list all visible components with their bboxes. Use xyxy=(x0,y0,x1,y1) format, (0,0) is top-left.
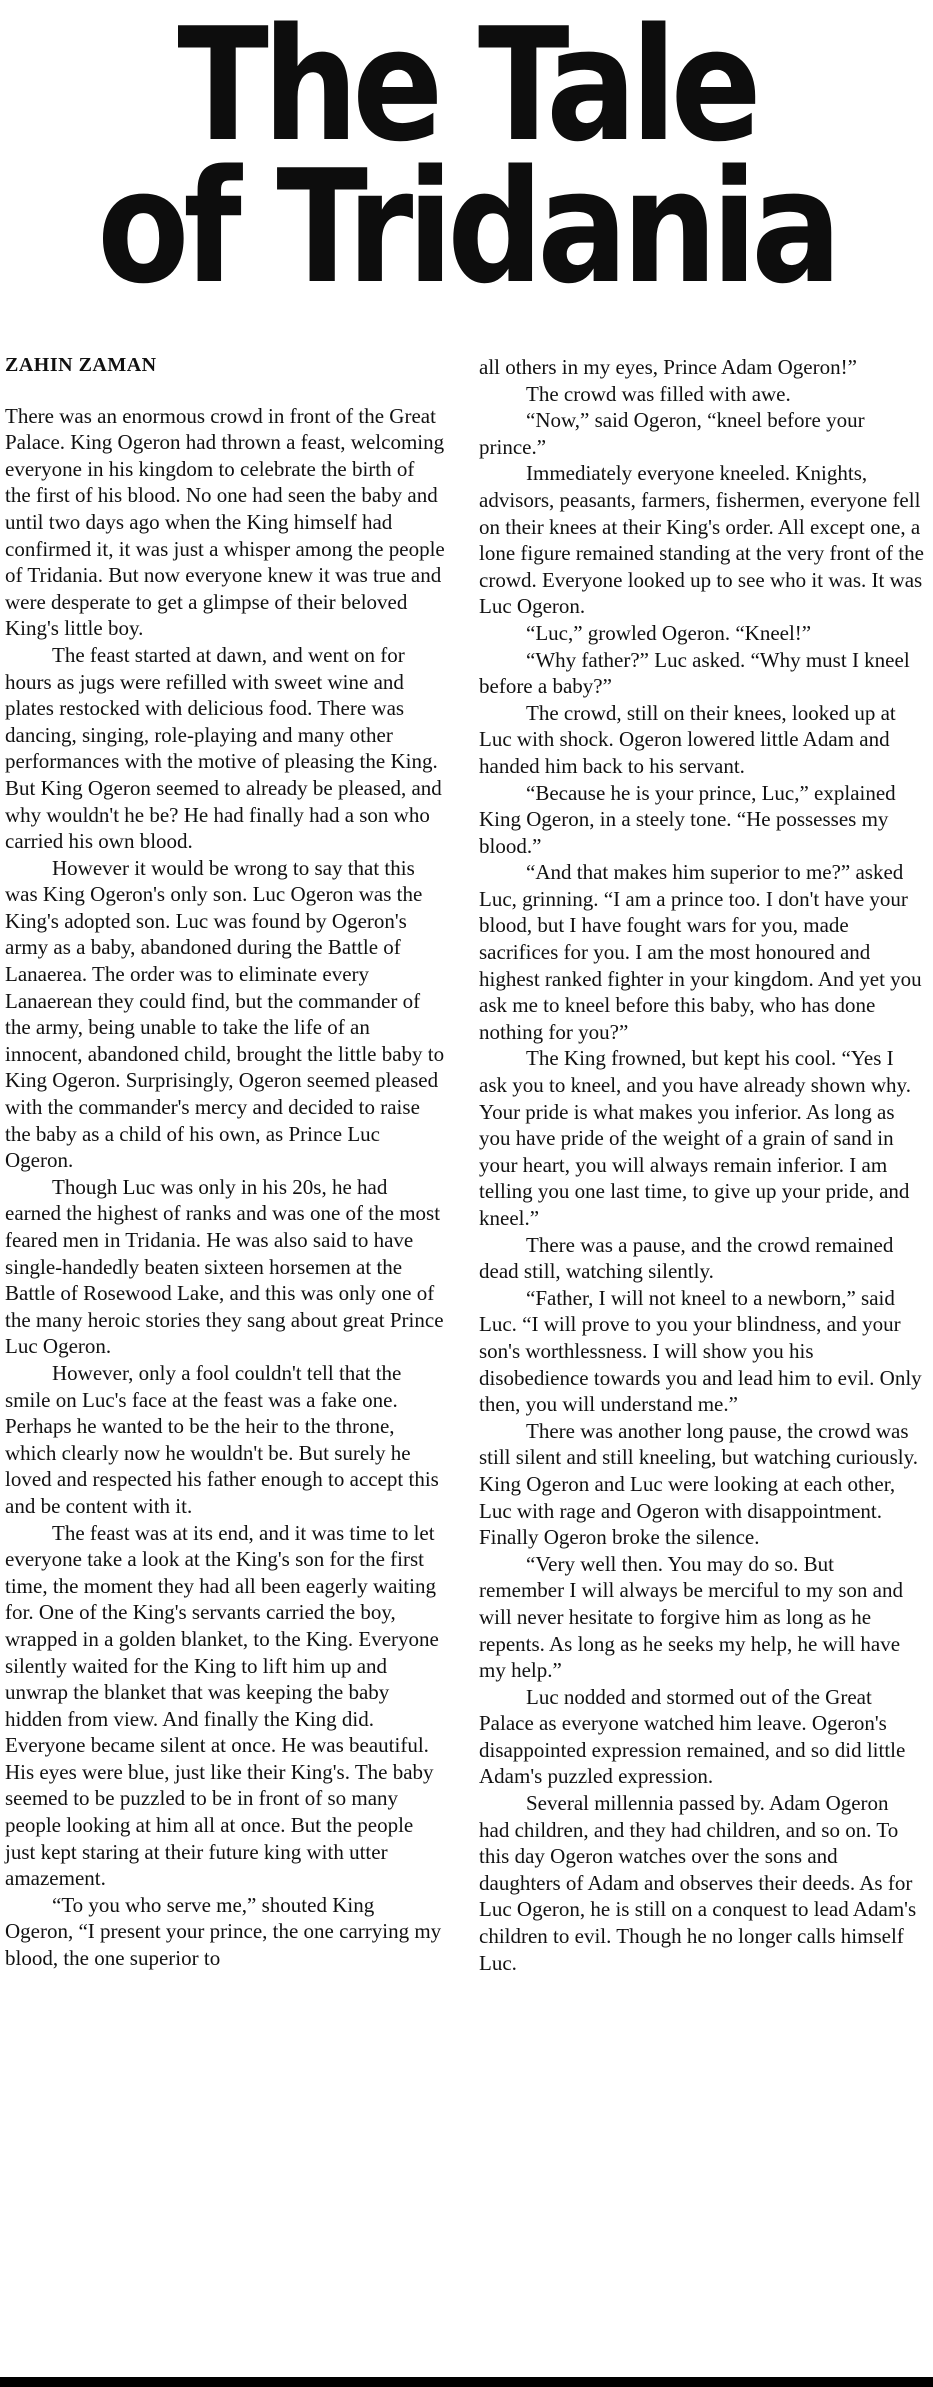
paragraph-continued: all others in my eyes, Prince Adam Ogeron!” xyxy=(479,355,857,379)
article-title xyxy=(65,0,867,318)
paragraph: The feast started at dawn, and went on for hours as jugs were refilled with sweet wine and plates restocked with delicious food. There was dancing, singing, role-playing and many other performances with the motive of pleasing the King. But King Ogeron seemed to already be pleased, and why wouldn't he be? He had finally had a son who carried his own blood. xyxy=(5,642,442,854)
paragraph: Though Luc was only in his 20s, he had earned the highest of ranks and was one of the most feared men in Tridania. He was also said to have single-handedly beaten sixteen horsemen at the Battle of Rosewood Lake, and this was only one of the many heroic stories they sang about great Prince Luc Ogeron. xyxy=(5,1174,444,1359)
paragraph: The King frowned, but kept his cool. “Yes I ask you to kneel, and you have already shown why. Your pride is what makes you inferior. As long as you have pride of the weight of a grain of sand in your heart, you will always remain inferior. I am telling you one last time, to give up your pride, and kneel.” xyxy=(479,1046,911,1230)
paragraph: “To you who serve me,” shouted King Ogeron, “I present your prince, the one carrying my blood, the one superior to xyxy=(5,1892,442,1971)
paragraph: There was an enormous crowd in front of the Great Palace. King Ogeron had thrown a feast, welcoming everyone in his kingdom to celebrate the birth of the first of his blood. No one had seen the baby and until two days ago when the King himself had confirmed it, it was just a whisper among the people of Tridania. But now everyone knew it was true and were desperate to get a glimpse of their beloved King's little boy. xyxy=(5,403,445,641)
paragraph: “And that makes him superior to me?” asked Luc, grinning. “I am a prince too. I don't have your blood, but I have fought wars for you, made sacrifices for you. I am the most honoured and highest ranked fighter in your kingdom. And yet you ask me to kneel before this baby, who has done nothing for you?” xyxy=(479,860,922,1044)
byline: ZAHIN ZAMAN xyxy=(5,354,157,376)
title-line-1: The Tale xyxy=(177,0,756,176)
bottom-border xyxy=(0,2377,933,2387)
paragraph: “Because he is your prince, Luc,” explained King Ogeron, in a steely tone. “He possesses my blood.” xyxy=(479,780,896,858)
paragraph: Immediately everyone kneeled. Knights, advisors, peasants, farmers, fishermen, everyone fell on their knees at their King's order. All except one, a lone figure remained standing at the very front of the crowd. Everyone looked up to see who it was. It was Luc Ogeron. xyxy=(479,461,924,619)
right-column xyxy=(479,354,924,1976)
paragraph: There was another long pause, the crowd was still silent and still kneeling, but watching curiously. King Ogeron and Luc were looking at each other, Luc with rage and Ogeron with disappointment. Finally Ogeron broke the silence. xyxy=(479,1418,919,1550)
paragraph: Several millennia passed by. Adam Ogeron had children, and they had children, and so on. To this day Ogeron watches over the sons and daughters of Adam and observes their deeds. As for Luc Ogeron, he is still on a conquest to lead Adam's children to evil. Though he no longer calls himself Luc. xyxy=(479,1791,917,1975)
paragraph: “Father, I will not kneel to a newborn,” said Luc. “I will prove to you your blindness, and your son's worthlessness. I will show you his disobedience towards you and lead him to evil. Only then, you will understand me.” xyxy=(479,1285,922,1417)
paragraph: There was a pause, and the crowd remained dead still, watching silently. xyxy=(479,1232,894,1284)
paragraph: The feast was at its end, and it was time to let everyone take a look at the King's son for the first time, the moment they had all been eagerly waiting for. One of the King's servants carried the boy, wrapped in a golden blanket, to the King. Everyone silently waited for the King to lift him up and unwrap the blanket that was keeping the baby hidden from view. And finally the King did. Everyone became silent at once. He was beautiful. His eyes were blue, just like their King's. The baby seemed to be puzzled to be in front of so many people looking at him all at once. But the people just kept staring at their future king with utter amazement. xyxy=(5,1520,439,1891)
paragraph: “Why father?” Luc asked. “Why must I kneel before a baby?” xyxy=(479,647,910,699)
paragraph: However it would be wrong to say that this was King Ogeron's only son. Luc Ogeron was the King's adopted son. Luc was found by Ogeron's army as a baby, abandoned during the Battle of Lanaerea. The order was to eliminate every Lanaerean they could find, but the commander of the army, being unable to take the life of an innocent, abandoned child, brought the little baby to King Ogeron. Surprisingly, Ogeron seemed pleased with the commander's mercy and decided to raise the baby as a child of his own, as Prince Luc Ogeron. xyxy=(5,855,445,1173)
paragraph: “Luc,” growled Ogeron. “Kneel!” xyxy=(526,620,812,645)
paragraph: “Now,” said Ogeron, “kneel before your prince.” xyxy=(479,408,865,459)
paragraph: The crowd was filled with awe. xyxy=(526,381,791,406)
paragraph: “Very well then. You may do so. But remember I will always be merciful to my son and will never hesitate to forgive him as long as he repents. As long as he seeks my help, he will have my help.” xyxy=(479,1551,903,1683)
paragraph: However, only a fool couldn't tell that the smile on Luc's face at the feast was a fake one. Perhaps he wanted to be the heir to the throne, which clearly now he wouldn't be. But surely he loved and respected his father enough to accept this and be content with it. xyxy=(5,1360,439,1518)
paragraph: The crowd, still on their knees, looked up at Luc with shock. Ogeron lowered little Adam and handed him back to his servant. xyxy=(479,700,896,778)
left-column xyxy=(5,352,445,1972)
title-line-2: of Tridania xyxy=(97,136,836,318)
paragraph: Luc nodded and stormed out of the Great Palace as everyone watched him leave. Ogeron's disappointed expression remained, and so did little Adam's puzzled expression. xyxy=(479,1684,906,1789)
